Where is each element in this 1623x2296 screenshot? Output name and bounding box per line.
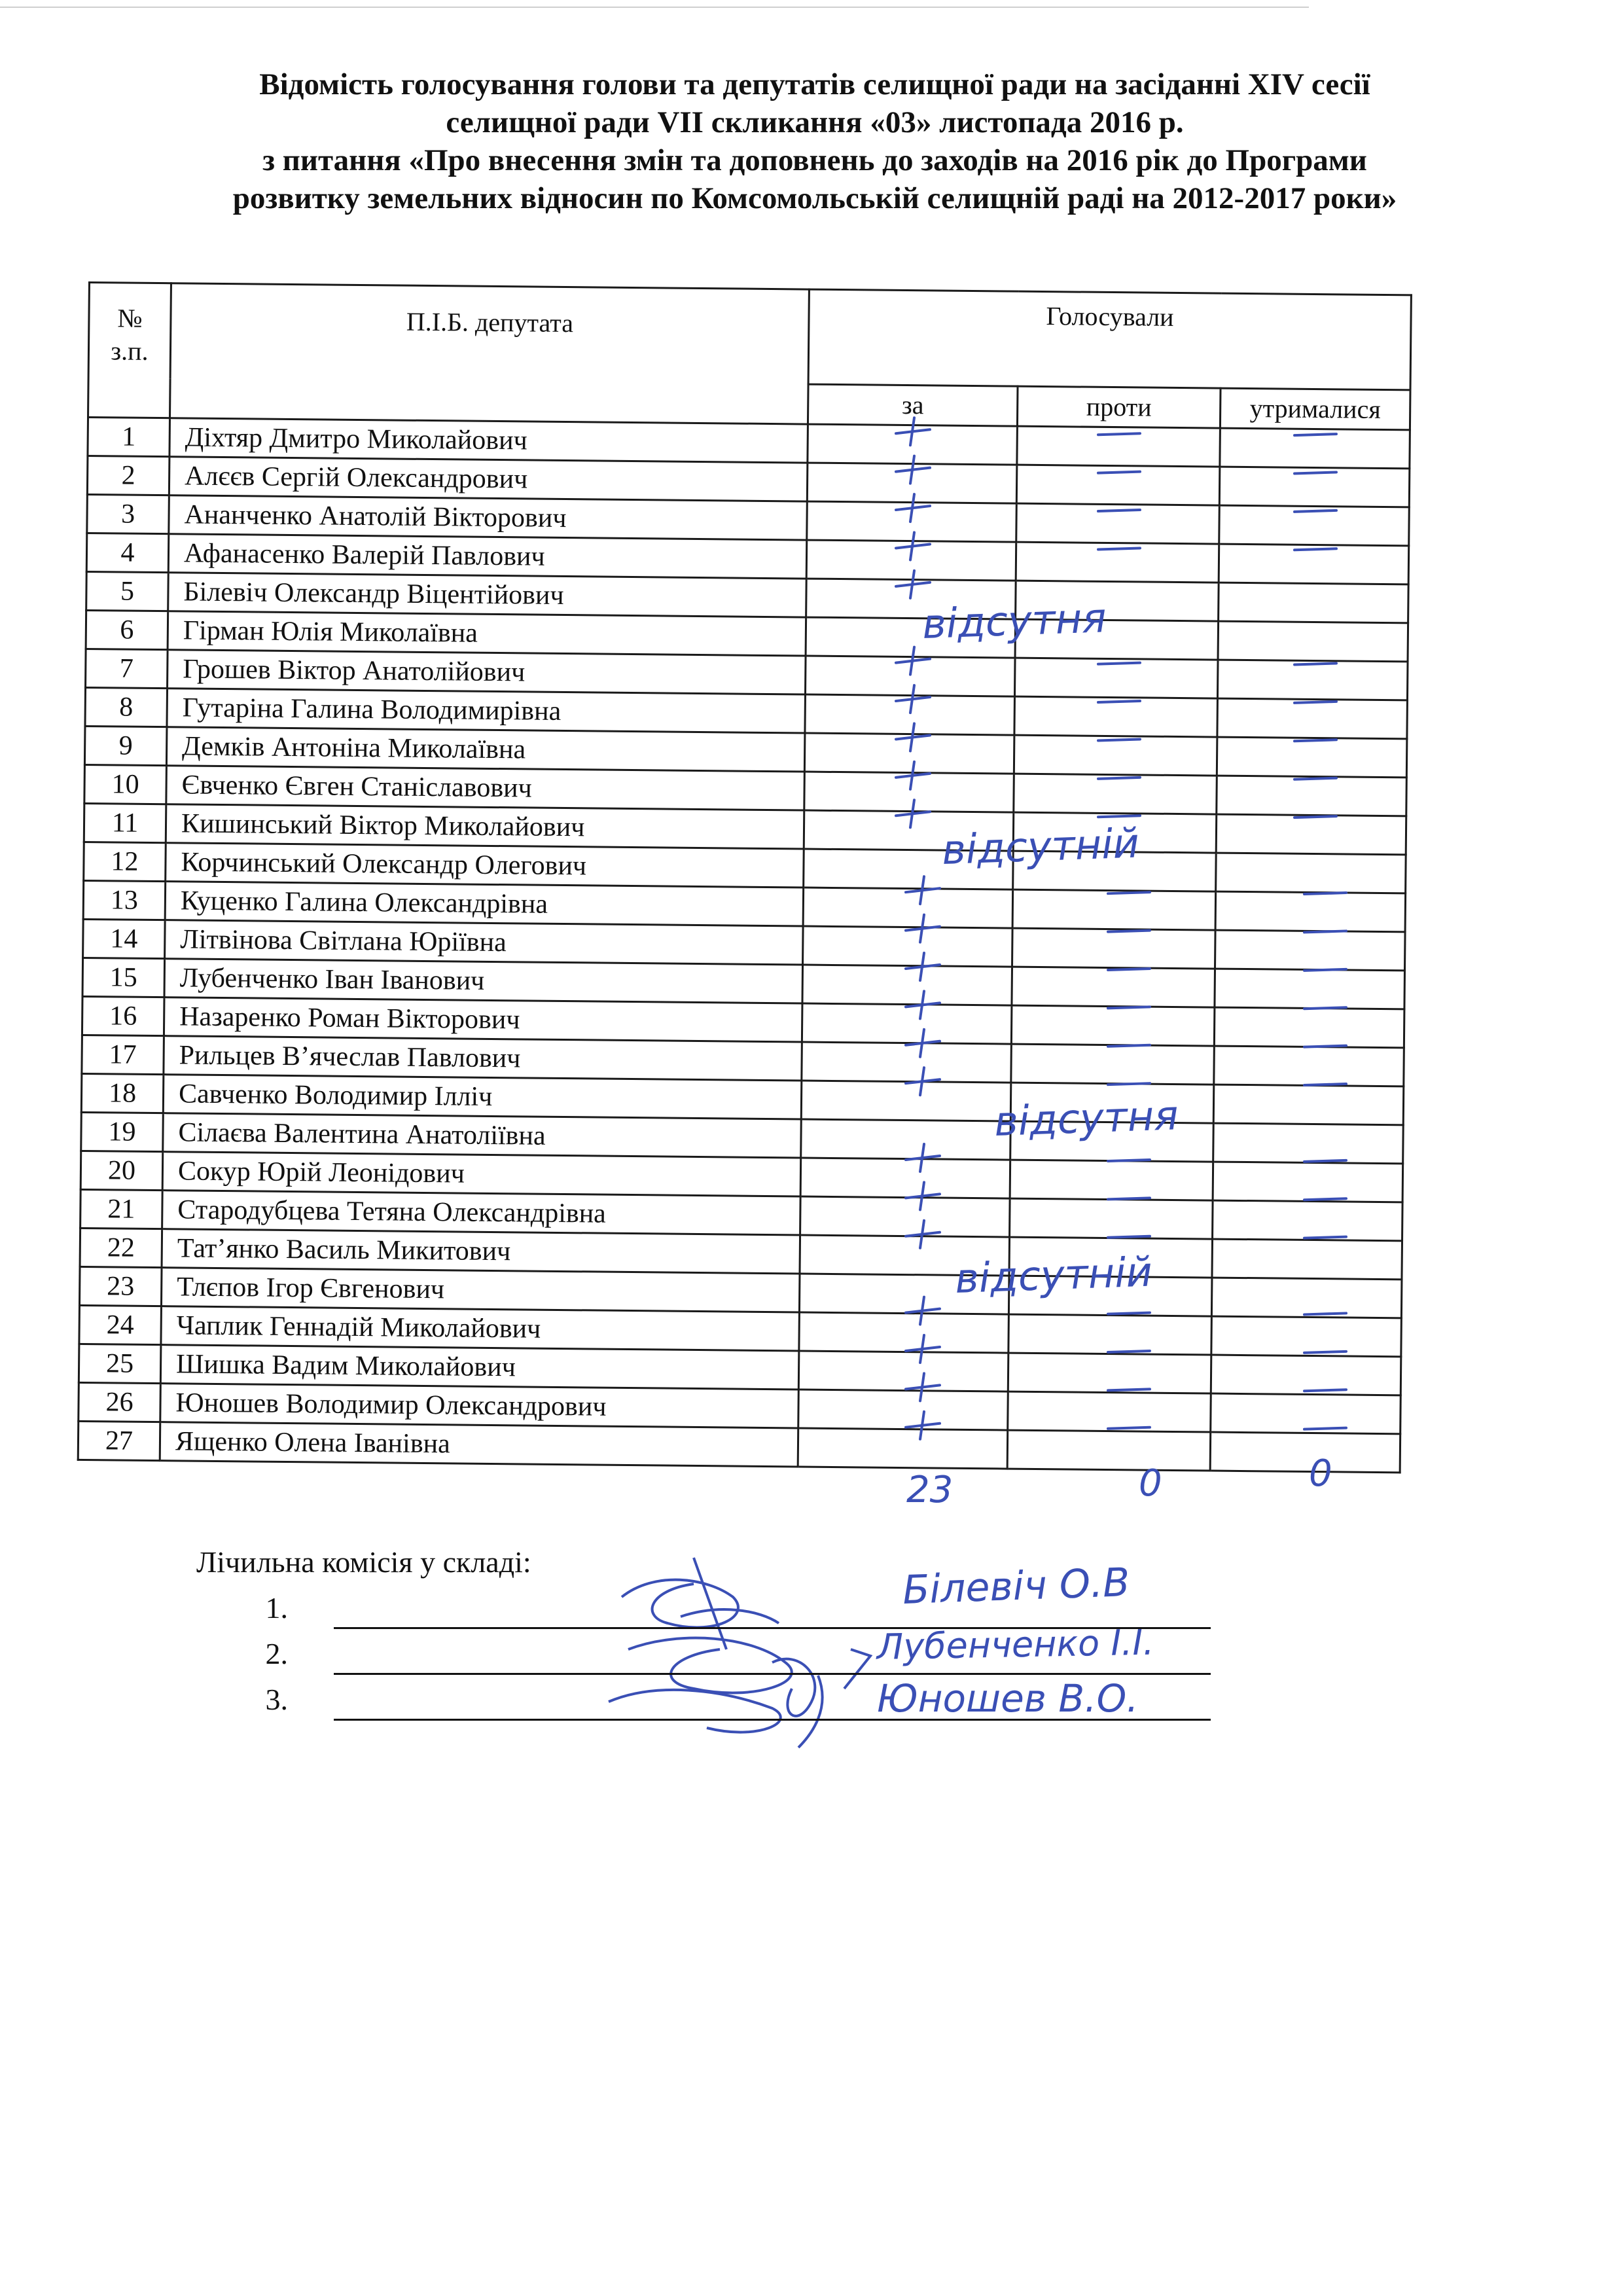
row-number: 21 [80, 1189, 163, 1229]
vote-for-cell [803, 926, 1013, 967]
vote-against-cell [1016, 581, 1219, 621]
commission-number-2: 2. [265, 1637, 288, 1670]
row-number: 27 [78, 1421, 160, 1460]
row-number: 23 [79, 1266, 162, 1306]
vote-abstain-cell [1213, 1162, 1403, 1202]
vote-for-cell [798, 1390, 1008, 1430]
vote-for-cell [806, 617, 1016, 658]
vote-abstain-cell [1217, 737, 1407, 778]
deputy-name: Корчинський Олександр Олегович [166, 843, 804, 888]
commission-number-3: 3. [265, 1683, 288, 1716]
vote-against-cell [1014, 774, 1217, 814]
vote-against-cell [1010, 1121, 1214, 1162]
title-line-2: селищної ради VII скликання «03» листопада 2016 р. [446, 105, 1184, 139]
deputy-name: Лубенченко Іван Іванович [164, 959, 803, 1003]
row-number: 8 [85, 687, 168, 726]
vote-abstain-cell [1213, 1123, 1404, 1164]
header-number-abbrev: з.п. [111, 336, 149, 366]
title-line-1: Відомість голосування голови та депутатів селищної ради на засіданні XIV сесії [259, 67, 1370, 101]
row-number: 9 [84, 726, 167, 765]
row-number: 19 [81, 1112, 164, 1151]
vote-abstain-cell [1217, 660, 1408, 700]
deputy-name: Стародубцева Тетяна Олександрівна [162, 1191, 801, 1235]
vote-against-cell [1011, 1005, 1215, 1046]
vote-for-cell [801, 1081, 1011, 1121]
vote-abstain-cell [1215, 930, 1405, 971]
row-number: 5 [86, 571, 169, 611]
vote-against-cell [1012, 928, 1216, 969]
commission-line-3 [236, 1682, 1257, 1717]
vote-against-cell [1016, 503, 1220, 544]
scan-edge [0, 7, 1309, 8]
deputy-name: Тат’янко Василь Микитович [162, 1229, 800, 1274]
signer-1-name: Білевіч О.В [902, 1559, 1131, 1613]
vote-against-cell [1013, 851, 1217, 891]
row-number: 4 [86, 533, 169, 572]
document-title [111, 65, 1518, 217]
vote-for-cell [804, 849, 1014, 889]
vote-against-cell [1014, 696, 1218, 737]
deputy-name: Чаплик Геннадій Миколайович [161, 1306, 800, 1351]
deputy-name: Демків Антоніна Миколаївна [166, 727, 805, 772]
row-number: 18 [81, 1073, 164, 1113]
vote-for-cell [802, 1003, 1012, 1044]
vote-for-cell [801, 1119, 1011, 1160]
vote-for-cell [806, 540, 1016, 581]
title-line-3: з питання «Про внесення змін та доповнень до заходів на 2016 рік до Програми [262, 143, 1367, 177]
vote-for-cell [800, 1158, 1010, 1198]
vote-abstain-cell [1211, 1316, 1402, 1357]
row-number: 1 [88, 418, 170, 457]
absent-note-row-19: відсутня [993, 1091, 1179, 1145]
row-number: 25 [79, 1344, 161, 1383]
vote-for-cell [799, 1274, 1009, 1314]
vote-for-cell [808, 424, 1018, 465]
commission-number-1: 1. [265, 1591, 288, 1624]
vote-abstain-cell [1211, 1393, 1401, 1434]
commission-line-2 [236, 1636, 1257, 1671]
vote-against-cell [1010, 1160, 1213, 1200]
deputy-name: Алєєв Сергій Олександрович [169, 457, 808, 501]
vote-abstain-cell [1219, 505, 1410, 546]
vote-against-cell [1008, 1353, 1211, 1393]
vote-abstain-cell [1219, 467, 1410, 507]
vote-against-cell [1012, 967, 1215, 1007]
row-number: 16 [82, 996, 164, 1035]
title-line-4: розвитку земельних відносин по Комсомольській селищній раді на 2012-2017 роки» [232, 181, 1397, 215]
vote-against-cell [1008, 1314, 1212, 1355]
commission-line-1 [236, 1590, 1257, 1625]
row-number: 3 [87, 494, 169, 533]
vote-abstain-cell [1212, 1239, 1402, 1280]
row-number: 17 [82, 1035, 164, 1074]
deputy-name: Сокур Юрій Леонідович [162, 1152, 801, 1196]
deputy-name: Афанасенко Валерій Павлович [168, 534, 807, 579]
deputy-name: Шишка Вадим Миколайович [160, 1345, 799, 1390]
header-abstain: утрималися [1220, 388, 1410, 430]
deputy-name: Літвінова Світлана Юріївна [165, 920, 804, 965]
deputy-name: Грошев Віктор Анатолійович [168, 650, 806, 694]
row-number: 11 [84, 803, 166, 842]
vote-for-cell [804, 772, 1014, 812]
vote-against-cell [1014, 658, 1218, 698]
vote-abstain-cell [1214, 1046, 1404, 1086]
signature-line-2 [334, 1673, 1211, 1675]
commission-label: Лічильна комісія у складі: [196, 1545, 531, 1579]
vote-abstain-cell [1218, 621, 1408, 662]
deputy-name: Гірман Юлія Миколаївна [168, 611, 806, 656]
row-number: 24 [79, 1305, 162, 1344]
vote-against-cell [1012, 889, 1216, 930]
vote-abstain-cell [1211, 1355, 1401, 1395]
vote-for-cell [806, 579, 1016, 619]
row-number: 2 [87, 456, 169, 495]
vote-against-cell [1009, 1237, 1213, 1278]
row-number: 10 [84, 764, 167, 804]
deputy-name: Рильцев В’ячеслав Павлович [164, 1036, 802, 1081]
vote-for-cell [799, 1312, 1009, 1353]
vote-abstain-cell [1213, 1200, 1403, 1241]
signer-2-name: Лубенченко І.І. [876, 1621, 1154, 1668]
signature-line-1 [334, 1627, 1211, 1629]
vote-against-cell [1016, 465, 1220, 505]
total-against: 0 [1139, 1462, 1162, 1505]
vote-for-cell [807, 463, 1017, 503]
vote-against-cell [1014, 735, 1217, 776]
vote-abstain-cell [1216, 814, 1406, 855]
vote-for-cell [805, 694, 1015, 735]
row-number: 15 [82, 958, 165, 997]
vote-against-cell [1007, 1430, 1211, 1471]
vote-abstain-cell [1219, 583, 1409, 623]
header-deputy-name: П.І.Б. депутата [170, 283, 810, 424]
deputy-name: Куценко Галина Олександрівна [165, 882, 804, 926]
deputy-name: Сілаєва Валентина Анатоліївна [163, 1113, 802, 1158]
deputy-name: Білевіч Олександр Віцентійович [168, 573, 807, 617]
row-number: 22 [80, 1228, 162, 1267]
absent-note-row-6: відсутня [921, 594, 1107, 648]
vote-abstain-cell [1215, 969, 1405, 1009]
vote-against-cell [1010, 1083, 1214, 1123]
vote-against-cell [1011, 1044, 1215, 1085]
voting-table [77, 281, 1412, 1473]
vote-for-cell [804, 810, 1014, 851]
signer-3-name: Юношев В.О. [877, 1676, 1139, 1721]
vote-for-cell [798, 1428, 1008, 1469]
deputy-name: Савченко Володимир Ілліч [163, 1075, 802, 1119]
vote-against-cell [1010, 1198, 1213, 1239]
vote-abstain-cell [1211, 1278, 1402, 1318]
vote-abstain-cell [1217, 776, 1407, 816]
vote-abstain-cell [1216, 853, 1406, 893]
vote-abstain-cell [1215, 891, 1406, 932]
vote-against-cell [1008, 1276, 1212, 1316]
vote-abstain-cell [1219, 544, 1409, 584]
vote-abstain-cell [1217, 698, 1408, 739]
row-number: 12 [84, 842, 166, 881]
header-number-symbol: № [117, 303, 143, 333]
total-for: 23 [906, 1469, 954, 1511]
vote-abstain-cell [1213, 1085, 1404, 1125]
vote-against-cell [1017, 426, 1221, 467]
deputy-name: Євченко Євген Станіславович [166, 766, 805, 810]
deputy-name: Назаренко Роман Вікторович [164, 997, 802, 1042]
vote-against-cell [1016, 542, 1219, 583]
vote-for-cell [802, 1042, 1012, 1083]
deputy-name: Тлєпов Ігор Євгенович [161, 1268, 800, 1312]
deputy-name: Ященко Олена Іванівна [160, 1422, 798, 1467]
vote-for-cell [807, 501, 1017, 542]
vote-for-cell [803, 888, 1013, 928]
total-abstain: 0 [1309, 1452, 1332, 1495]
header-against: проти [1017, 386, 1221, 428]
deputy-name: Гутаріна Галина Володимирівна [167, 689, 806, 733]
vote-against-cell [1015, 619, 1219, 660]
row-number: 14 [83, 919, 166, 958]
vote-against-cell [1013, 812, 1217, 853]
vote-for-cell [800, 1196, 1010, 1237]
vote-for-cell [800, 1235, 1010, 1276]
vote-abstain-cell [1210, 1432, 1400, 1473]
signature-line-3 [334, 1719, 1211, 1721]
vote-abstain-cell [1220, 428, 1410, 469]
vote-against-cell [1008, 1391, 1211, 1432]
row-number: 7 [86, 649, 168, 688]
vote-for-cell [804, 733, 1014, 774]
header-for: за [808, 384, 1018, 426]
vote-for-cell [798, 1351, 1008, 1391]
vote-for-cell [802, 965, 1012, 1005]
vote-abstain-cell [1214, 1007, 1404, 1048]
absent-note-row-23: відсутній [954, 1247, 1153, 1302]
counting-commission [196, 1545, 531, 1716]
deputy-name: Ананченко Анатолій Вікторович [169, 495, 808, 540]
deputy-name: Діхтяр Дмитро Миколайович [169, 418, 808, 463]
row-number: 26 [79, 1382, 161, 1422]
deputy-name: Юношев Володимир Олександрович [160, 1384, 799, 1428]
absent-note-row-12: відсутній [940, 819, 1140, 874]
row-number: 20 [80, 1151, 163, 1190]
header-number [88, 283, 171, 418]
header-voted: Голосували [808, 289, 1411, 390]
vote-for-cell [805, 656, 1015, 696]
row-number: 6 [86, 610, 168, 649]
table-body [78, 418, 1410, 1473]
deputy-name: Кишинський Віктор Миколайович [166, 804, 804, 849]
row-number: 13 [83, 880, 166, 920]
